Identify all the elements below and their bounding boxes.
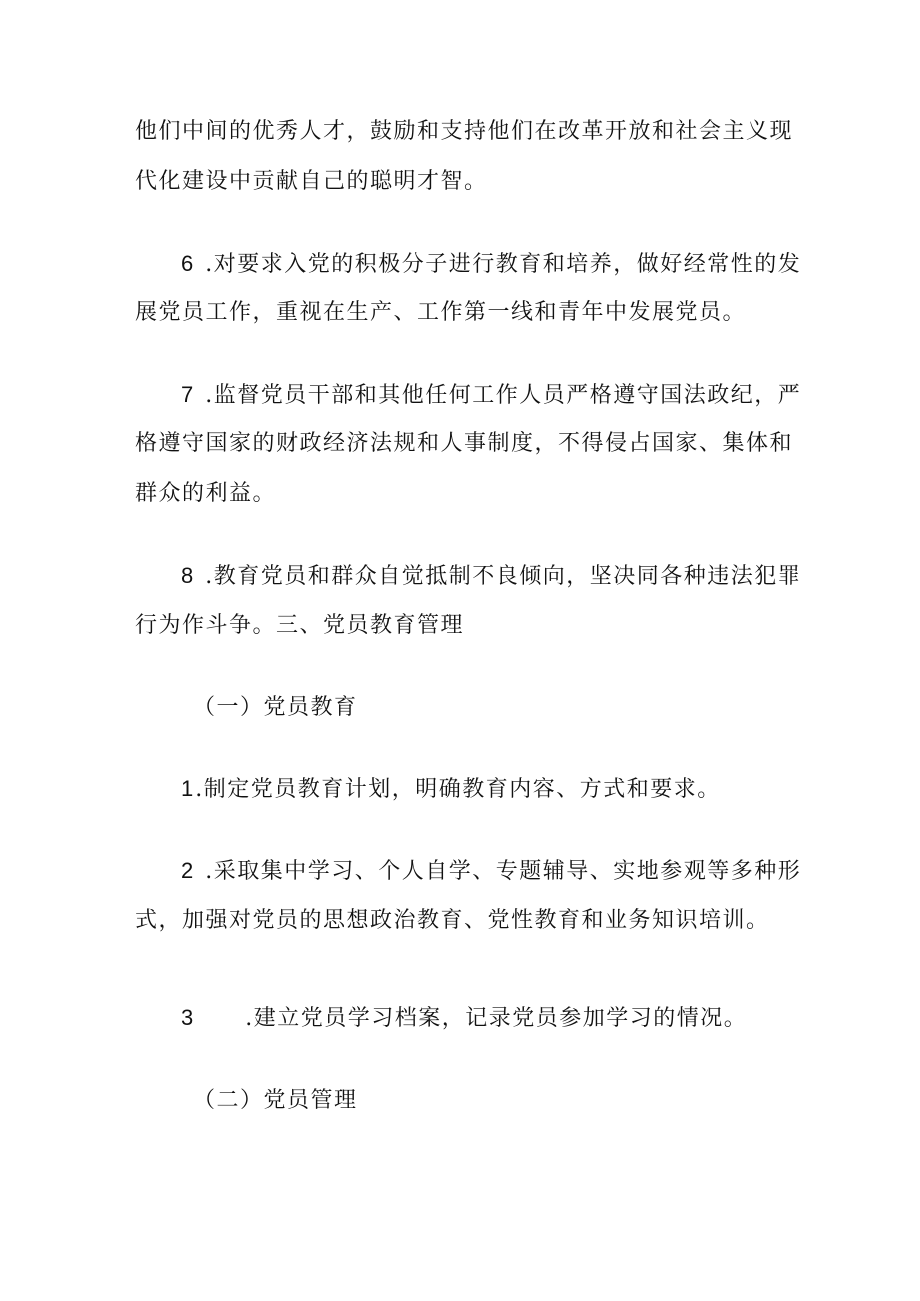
education-item-3-text: .建立党员学习档案，记录党员参加学习的情况。 [245, 1006, 748, 1031]
item-6-number: 6 [181, 251, 194, 276]
item-7-line-2: 格遵守国家的财政经济法规和人事制度，不得侵占国家、集体和 [135, 431, 794, 456]
item-7-text: .监督党员干部和其他任何工作人员严格遵守国法政纪，严 [205, 383, 802, 408]
education-item-1-number: 1 [181, 776, 194, 801]
education-item-3 [181, 1003, 747, 1034]
item-8-line-1 [181, 561, 801, 592]
paragraph-continuation-line-2: 代化建设中贡献自己的聪明才智。 [135, 169, 488, 194]
item-8-line-2: 行为作斗争。三、党员教育管理 [135, 613, 465, 638]
item-8-number: 8 [181, 563, 194, 588]
education-item-2-line-2: 式，加强对党员的思想政治教育、党性教育和业务知识培训。 [135, 908, 770, 933]
education-item-2-line-1 [181, 856, 801, 887]
item-6-line-1 [181, 249, 801, 280]
education-item-2-number: 2 [181, 858, 194, 883]
item-7-line-1 [181, 380, 801, 411]
education-item-1-text: .制定党员教育计划，明确教育内容、方式和要求。 [195, 777, 721, 802]
item-8-text: .教育党员和群众自觉抵制不良倾向，坚决同各种违法犯罪 [205, 564, 802, 589]
education-item-3-number: 3 [181, 1005, 194, 1030]
item-7-number: 7 [181, 382, 194, 407]
item-7-line-3: 群众的利益。 [135, 481, 277, 506]
section-heading-party-member-education: （一）党员教育 [193, 695, 358, 720]
education-item-2-text: .采取集中学习、个人自学、专题辅导、实地参观等多种形 [205, 859, 802, 884]
section-heading-party-member-management: （二）党员管理 [193, 1088, 358, 1113]
item-6-line-2: 展党员工作，重视在生产、工作第一线和青年中发展党员。 [135, 300, 747, 325]
paragraph-continuation-line-1: 他们中间的优秀人才，鼓励和支持他们在改革开放和社会主义现 [135, 119, 794, 144]
education-item-1 [181, 774, 721, 805]
item-6-text: .对要求入党的积极分子进行教育和培养，做好经常性的发 [205, 252, 802, 277]
